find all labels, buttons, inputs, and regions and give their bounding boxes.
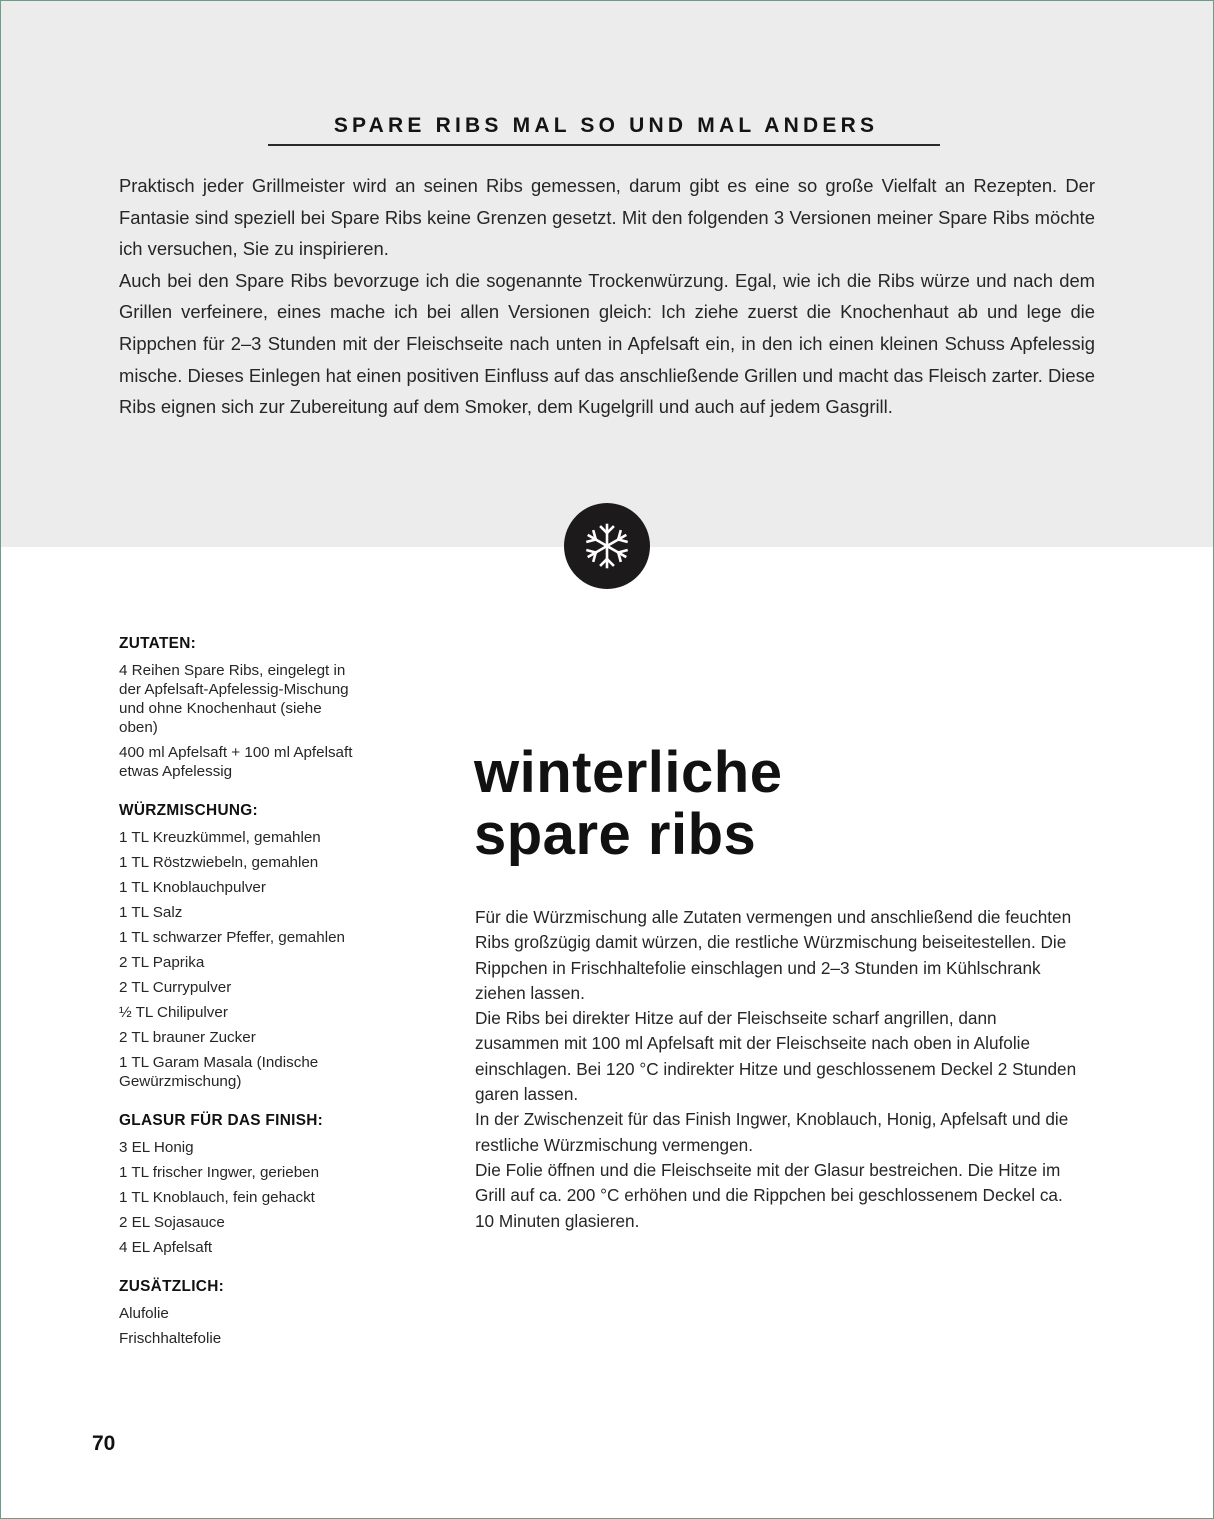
ingredient-item: 2 TL Currypulver [119, 979, 232, 996]
ingredients-section-zusaetzlich [119, 1277, 419, 1351]
section-heading: ZUSÄTZLICH: [119, 1278, 225, 1295]
ingredients-section-glasur [119, 1111, 419, 1260]
section-heading: ZUTATEN: [119, 635, 197, 652]
snowflake-icon [582, 521, 632, 571]
recipe-title [474, 742, 782, 866]
intro-paragraph: Auch bei den Spare Ribs bevorzuge ich die sogenannte Trockenwürzung. Egal, wie ich die Ribs würze und nach dem Grillen verfeinere, eines mache ich bei allen Versionen gleich: Ich ziehe zuerst die Knochenhaut ab und lege die Rippchen für 2–3 Stunden mit der Fleischseite nach unten in Apfelsaft ein, in den ich einen kleinen Schuss Apfelessig mische. Dieses Einlegen hat einen positiven Einfluss auf das anschließende Grillen und macht das Fleisch zarter. Diese Ribs eignen sich zur Zubereitung auf dem Smoker, dem Kugelgrill und auch auf jedem Gasgrill. [119, 269, 1095, 418]
direction-paragraph: Die Folie öffnen und die Fleischseite mit der Glasur bestreichen. Die Hitze im Grill auf ca. 200 °C erhöhen und die Rippchen bei geschlossenem Deckel ca. 10 Minuten glasieren. [475, 1159, 1063, 1231]
ingredient-item: 1 TL Salz [119, 904, 183, 921]
ingredient-item: Alufolie [119, 1305, 169, 1322]
ingredient-item: Frischhaltefolie [119, 1330, 222, 1347]
intro-paragraph: Praktisch jeder Grillmeister wird an seinen Ribs gemessen, darum gibt es eine so große Vielfalt an Rezepten. Der Fantasie sind speziell bei Spare Ribs keine Grenzen gesetzt. Mit den folgenden 3 Versionen meiner Spare Ribs möchte ich versuchen, Sie zu inspirieren. [119, 175, 1095, 260]
winter-badge [564, 503, 650, 589]
intro-title: SPARE RIBS MAL SO UND MAL ANDERS [333, 114, 879, 137]
ingredients-section-wuerzmischung [119, 801, 419, 1094]
recipe-title-line: spare ribs [474, 802, 757, 867]
recipe-directions [475, 905, 1085, 1234]
section-heading: WÜRZMISCHUNG: [119, 802, 258, 819]
ingredient-item: 1 TL Garam Masala (Indische Gewürzmischung) [119, 1054, 319, 1090]
recipe-title-line: winterliche [474, 740, 783, 805]
ingredient-item: 1 TL Röstzwiebeln, gemahlen [119, 854, 319, 871]
ingredient-item: 4 Reihen Spare Ribs, eingelegt in der Apfelsaft-Apfelessig-Mischung und ohne Knochenhaut (siehe oben) [119, 662, 349, 736]
direction-paragraph: Die Ribs bei direkter Hitze auf der Fleischseite scharf angrillen, dann zusammen mit 100 ml Apfelsaft mit der Fleischseite nach oben in Alufolie einschlagen. Bei 120 °C indirekter Hitze und geschlossenem Deckel 2 Stunden garen lassen. [475, 1008, 1077, 1105]
ingredient-item: 400 ml Apfelsaft + 100 ml Apfelsaft etwas Apfelessig [119, 744, 353, 780]
page-number: 70 [92, 1432, 116, 1455]
ingredient-item: 1 TL Knoblauch, fein gehackt [119, 1189, 315, 1206]
ingredient-item: 2 TL brauner Zucker [119, 1029, 256, 1046]
direction-paragraph: In der Zwischenzeit für das Finish Ingwer, Knoblauch, Honig, Apfelsaft und die restliche Würzmischung vermengen. [475, 1109, 1069, 1155]
ingredients-section-zutaten [119, 634, 419, 784]
ingredient-item: 1 TL Knoblauchpulver [119, 879, 266, 896]
direction-paragraph: Für die Würzmischung alle Zutaten vermengen und anschließend die feuchten Ribs großzügig damit würzen, die restliche Würzmischung beiseitestellen. Die Rippchen in Frischhaltefolie einschlagen und 2–3 Stunden im Kühlschrank ziehen lassen. [475, 907, 1072, 1003]
ingredient-item: 1 TL schwarzer Pfeffer, gemahlen [119, 929, 345, 946]
section-heading: GLASUR FÜR DAS FINISH: [119, 1112, 324, 1129]
intro-text [119, 170, 1095, 423]
ingredient-item: ½ TL Chilipulver [119, 1004, 228, 1021]
ingredient-item: 1 TL Kreuzkümmel, gemahlen [119, 829, 321, 846]
intro-title-underline [268, 144, 940, 146]
ingredient-item: 3 EL Honig [119, 1139, 194, 1156]
ingredients-column [119, 634, 419, 1368]
ingredient-item: 2 TL Paprika [119, 954, 205, 971]
ingredient-item: 1 TL frischer Ingwer, gerieben [119, 1164, 320, 1181]
ingredient-item: 4 EL Apfelsaft [119, 1239, 213, 1256]
ingredient-item: 2 EL Sojasauce [119, 1214, 225, 1231]
